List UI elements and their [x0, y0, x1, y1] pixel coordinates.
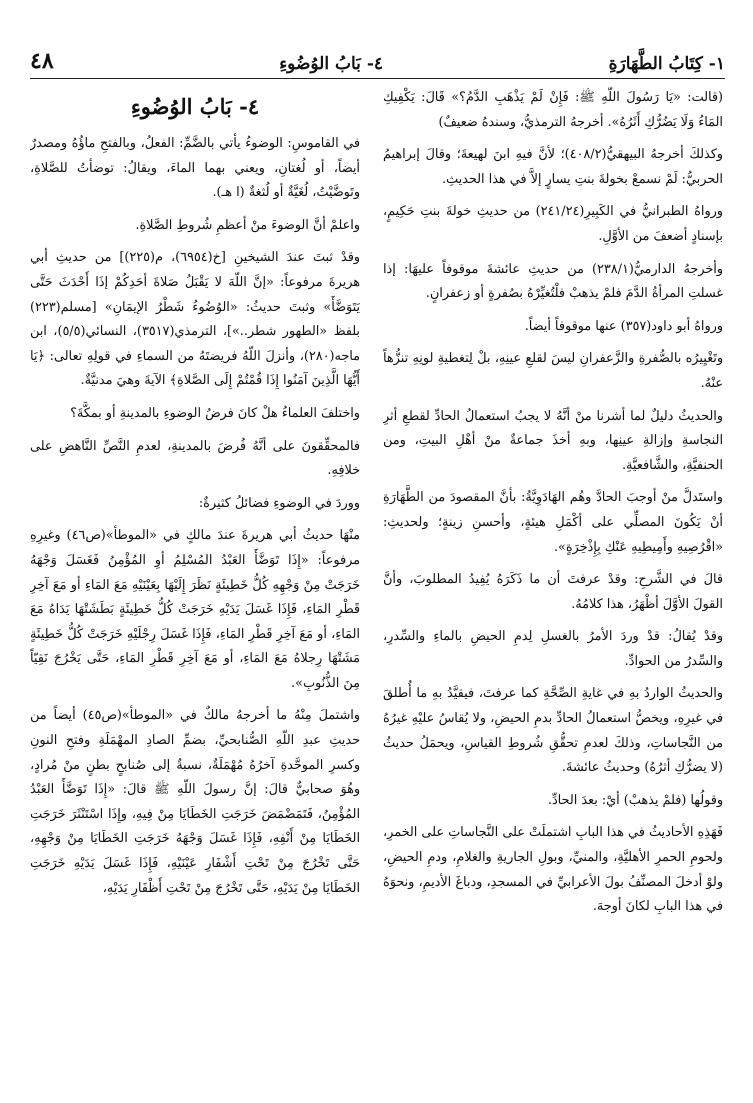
right-column: [383, 86, 723, 1081]
paragraph: فَهَذِهِ الأحاديثُ في هذا البابِ اشتملَتْ على النَّجاساتِ على الخمرِ، ولحومِ الحمرِ الأهليَّةِ، والمنيِّ، وبولِ الجاريةِ والغلامِ، ودمِ الحيضِ، ولوْ أدخلَ المصنِّفُ بولَ الأعرابيِّ في المسجدِ، ودباغَ الأديمِ، ونحوَهُ في هذا البابِ لكانَ أوجهَ.: [383, 825, 723, 915]
section-heading: ٤- بَابُ الوُضُوءِ: [130, 94, 260, 119]
paragraph: واشتملَ مِنْهُ ما أخرجهُ مالكٌ في «الموطأ»(ص٤٥) أيضاً من حديثِ عبدِ اللّهِ الصُّنابحيِّ، بضمِّ الصادِ المهْمَلَةِ وفتحِ النونِ وكسرِ الموحَّدةِ آخرُهُ مُهْمَلَةٌ، نسبةٌ إلى صُنابحٍ بطنٍ منْ مُرادٍ، وهُوَ صحابيٌّ قالَ: إنَّ رسولَ اللّهِ ﷺ قالَ: «إِذَا تَوَضَّأَ العَبْدُ المُؤْمِنُ، فَتَمَضْمَضَ خَرَجَتِ الخَطَايَا مِنْ فِيهِ، وإِذَا اسْتَنْثَرَ خَرَجَتِ الخَطَايَا مِنْ أَنْفِهِ، فَإِذَا غَسَلَ وَجْهَهُ خَرَجَتِ الخَطَايَا مِنْ وَجْهِهِ، حَتَّى تَخْرُجَ مِنْ تَحْتِ أَشْفَارِ عَيْنَيْهِ، فَإِذَا غَسَلَ يَدَيْهِ خَرَجَتِ الخَطَايَا مِنْ يَدَيْهِ، حَتَّى تَخْرُجَ مِنْ تَحْتِ أَظْفَارِ يَدَيْهِ،: [30, 708, 360, 896]
chapter-title: ١- كِتَابُ الطَّهَارَةِ: [608, 54, 725, 74]
paragraph: ورواهُ أبو داود(٣٥٧) عنها موقوفاً أيضاً.: [524, 318, 723, 334]
paragraph: واستَدلَّ منْ أوجبَ الحادَّ وهُم الهَادَوِيَّةُ: بأنَّ المقصودَ من الطَّهَارَةِ أنْ يَكُونَ المصلِّي على أكْمَلِ هيئةٍ، وأحسنِ زينةٍ؛ ولحديثِ: «اقْرُصِيهِ وأَمِيطِيهِ عَنْكِ بِإِذْخِرَةٍ».: [383, 490, 723, 555]
paragraph: في القاموسِ: الوضوءُ يأتي بالضَّمِّ: الفعلُ، وبالفتحِ ماؤُهُ ومصدرٌ أيضاً، أو لُغتانِ، ويعني بهما الماءَ، ويقالُ: توضأتُ للصَّلاةِ، وتَوضَّيْتُ، لُغَيَّةٌ أو لُثغةٌ (ا هـ).: [30, 136, 360, 201]
page-number: ٤٨: [30, 48, 54, 74]
paragraph: (قالت: «يَا رَسُولَ اللّهِ ﷺ: فَإِنْ لَمْ يَذْهَبِ الدَّمُ؟» قَالَ: يَكْفِيكِ المَاءُ وَلَا يَضُرُّكِ أَثَرُهُ». أخرجهُ الترمذيُّ، وسندهُ ضعيفٌ): [383, 90, 723, 130]
section-title: ٤- بَابُ الوُضُوءِ: [279, 54, 384, 74]
paragraph: وكذلكَ أخرجهُ البيهقيُّ(٤٠٨/٢)؛ لأنَّ فيهِ ابنَ لهيعةَ؛ وقالَ إبراهيمُ الحربيُّ: لَمْ نسمعْ بخولةَ بنتِ يسارٍ إلاَّ في هذا الحديثِ.: [383, 147, 723, 187]
left-column: [30, 86, 360, 1081]
paragraph: وأخرجهُ الدارميُّ(٢٣٨/١) من حديثِ عائشةَ موقوفاً عليهَا: إذا غسلتِ المرأةُ الدَّمَ فلمْ يذهبْ فلْتُغيِّرْهُ بصُفرةٍ أو زعفرانٍ.: [383, 261, 723, 302]
paragraph: ورواهُ الطبرانيُّ في الكَبِيرِ(٢٤١/٢٤) من حديثِ خولةَ بنتِ حَكِيمٍ، بإسنادٍ أضعفَ من الأوَّلِ.: [383, 204, 723, 244]
paragraph: قالَ في الشَّرحِ: وقدْ عرفتَ أن ما ذَكَرَهُ يُفِيدُ المطلوبَ، وأنَّ القولَ الأوَّلَ أظْهَرُ، هذا كلامُهُ.: [383, 572, 723, 612]
paragraph: والحديثُ الواردُ بهِ في غايةِ الصِّحَّةِ كما عرفتَ، فيقيَّدُ بهِ ما أُطلقَ في غيرِهِ، ويخصُّ استعمالُ الحادِّ بدمِ الحيضِ، ولا يُقاسُ عليْهِ غيرُهُ من النَّجاساتِ، وذلكَ لعدمِ تحقُّقِ شُروطِ القياسِ، ويحمَلُ حديثُ (لا يضرُّكِ أثرُهُ) وحديثُ عائشةَ.: [383, 686, 723, 776]
paragraph: واعلمْ أنَّ الوضوءَ منْ أعظمِ شُروطِ الصَّلاةِ.: [135, 217, 360, 233]
paragraph: فالمحقِّقونَ على أنَّهُ فُرضَ بالمدينةِ، لعدمِ النَّصِّ النَّاهضِ على خلافِهِ.: [30, 438, 360, 479]
paragraph: وقولُها (فلمْ يذهبْ) أيْ: بعدَ الحادِّ.: [547, 792, 723, 808]
paragraph: منْهَا حديثُ أبي هريرةَ عندَ مالكٍ في «الموطأ»(ص٤٦) وغيرِهِ مرفوعاً: «إِذَا تَوَضَّأَ العَبْدُ المُسْلِمُ أوِ المُؤْمِنُ فَغَسَلَ وَجْهَهُ خَرَجَتْ مِنْ وَجْهِهِ كُلُّ خَطِيئَةٍ نَظَرَ إِلَيْهَا بِعَيْنَيْهِ مَعَ المَاءِ أو مَعَ آخِرِ قَطْرِ المَاءِ، فَإِذَا غَسَلَ يَدَيْهِ خَرَجَتْ كُلُّ خَطِيئَةٍ بَطَشَتْهَا يَدَاهُ مَعَ المَاءِ، أو مَعَ آخِرِ قَطْرِ المَاءِ، فَإِذَا غَسَلَ رِجْلَيْهِ خَرَجَتْ كُلُّ خَطِيئَةٍ مَشَتْهَا رِجلاهُ مَعَ المَاءِ، أو مَعَ آخِرِ قَطْرِ المَاءِ، حَتَّى يَخْرُجَ نَقِيّاً مِنَ الذُّنُوبِ».: [30, 528, 360, 691]
paragraph: ووردَ في الوضوءِ فضائلُ كثيرةٌ:: [198, 495, 360, 511]
paragraph: وقدْ يُقالُ: قدْ وردَ الأمرُ بالغسلِ لِدمِ الحيضِ بالماءِ والسِّدرِ، والسِّدرُ من الحوادِّ.: [383, 629, 723, 669]
paragraph: وتَغْيِيرُه بالصُّفرةِ والزَّعفرانِ ليسَ لقلعِ عينِهِ، بلْ لِتغطيةِ لونِهِ تنزُّهاً عنْهُ.: [383, 351, 723, 391]
paragraph: والحديثُ دليلٌ لما أشرنا منْ أنَّهُ لا يجبُ استعمالُ الحادِّ لقطعِ أثرِ النجاسةِ وإزالةِ عينِها، وبهِ أخذَ جماعةٌ منْ أهْلِ البيتِ، ومن الحنفيَّةِ، والشَّافعيَّةِ.: [383, 408, 723, 473]
paragraph: واختلفَ العلماءُ هلْ كانَ فرضُ الوضوءِ بالمدينةِ أو بمكَّةَ؟: [70, 405, 360, 421]
running-header: [30, 40, 725, 79]
paragraph: وقدْ ثبتَ عندَ الشيخينِ [خ(٦٩٥٤)، م(٢٢٥)] من حديثِ أبي هريرةَ مرفوعاً: «إنَّ اللّهَ لا يَقْبَلُ صَلاةَ أحَدِكُمْ إذَا أَحْدَثَ حَتَّى يَتَوَضَّأَ» وثبتَ حديثُ: «الوُضُوءُ شَطْرُ الإيمَانِ» [مسلم(٢٢٣) بلفظ «الطهور شطر..»]، الترمذي(٣٥١٧)، النسائي(٥/٥)، ابن ماجه(٢٨٠)، وأنزلَ اللّهُ فريضتَهُ من السماءِ في قولِهِ تعالى: ﴿يَا أَيُّهَا الَّذِينَ آمَنُوا إِذَا قُمْتُمْ إِلَى الصَّلاةِ﴾ الآيةَ وهيَ مدنيَّةٌ.: [30, 250, 360, 389]
